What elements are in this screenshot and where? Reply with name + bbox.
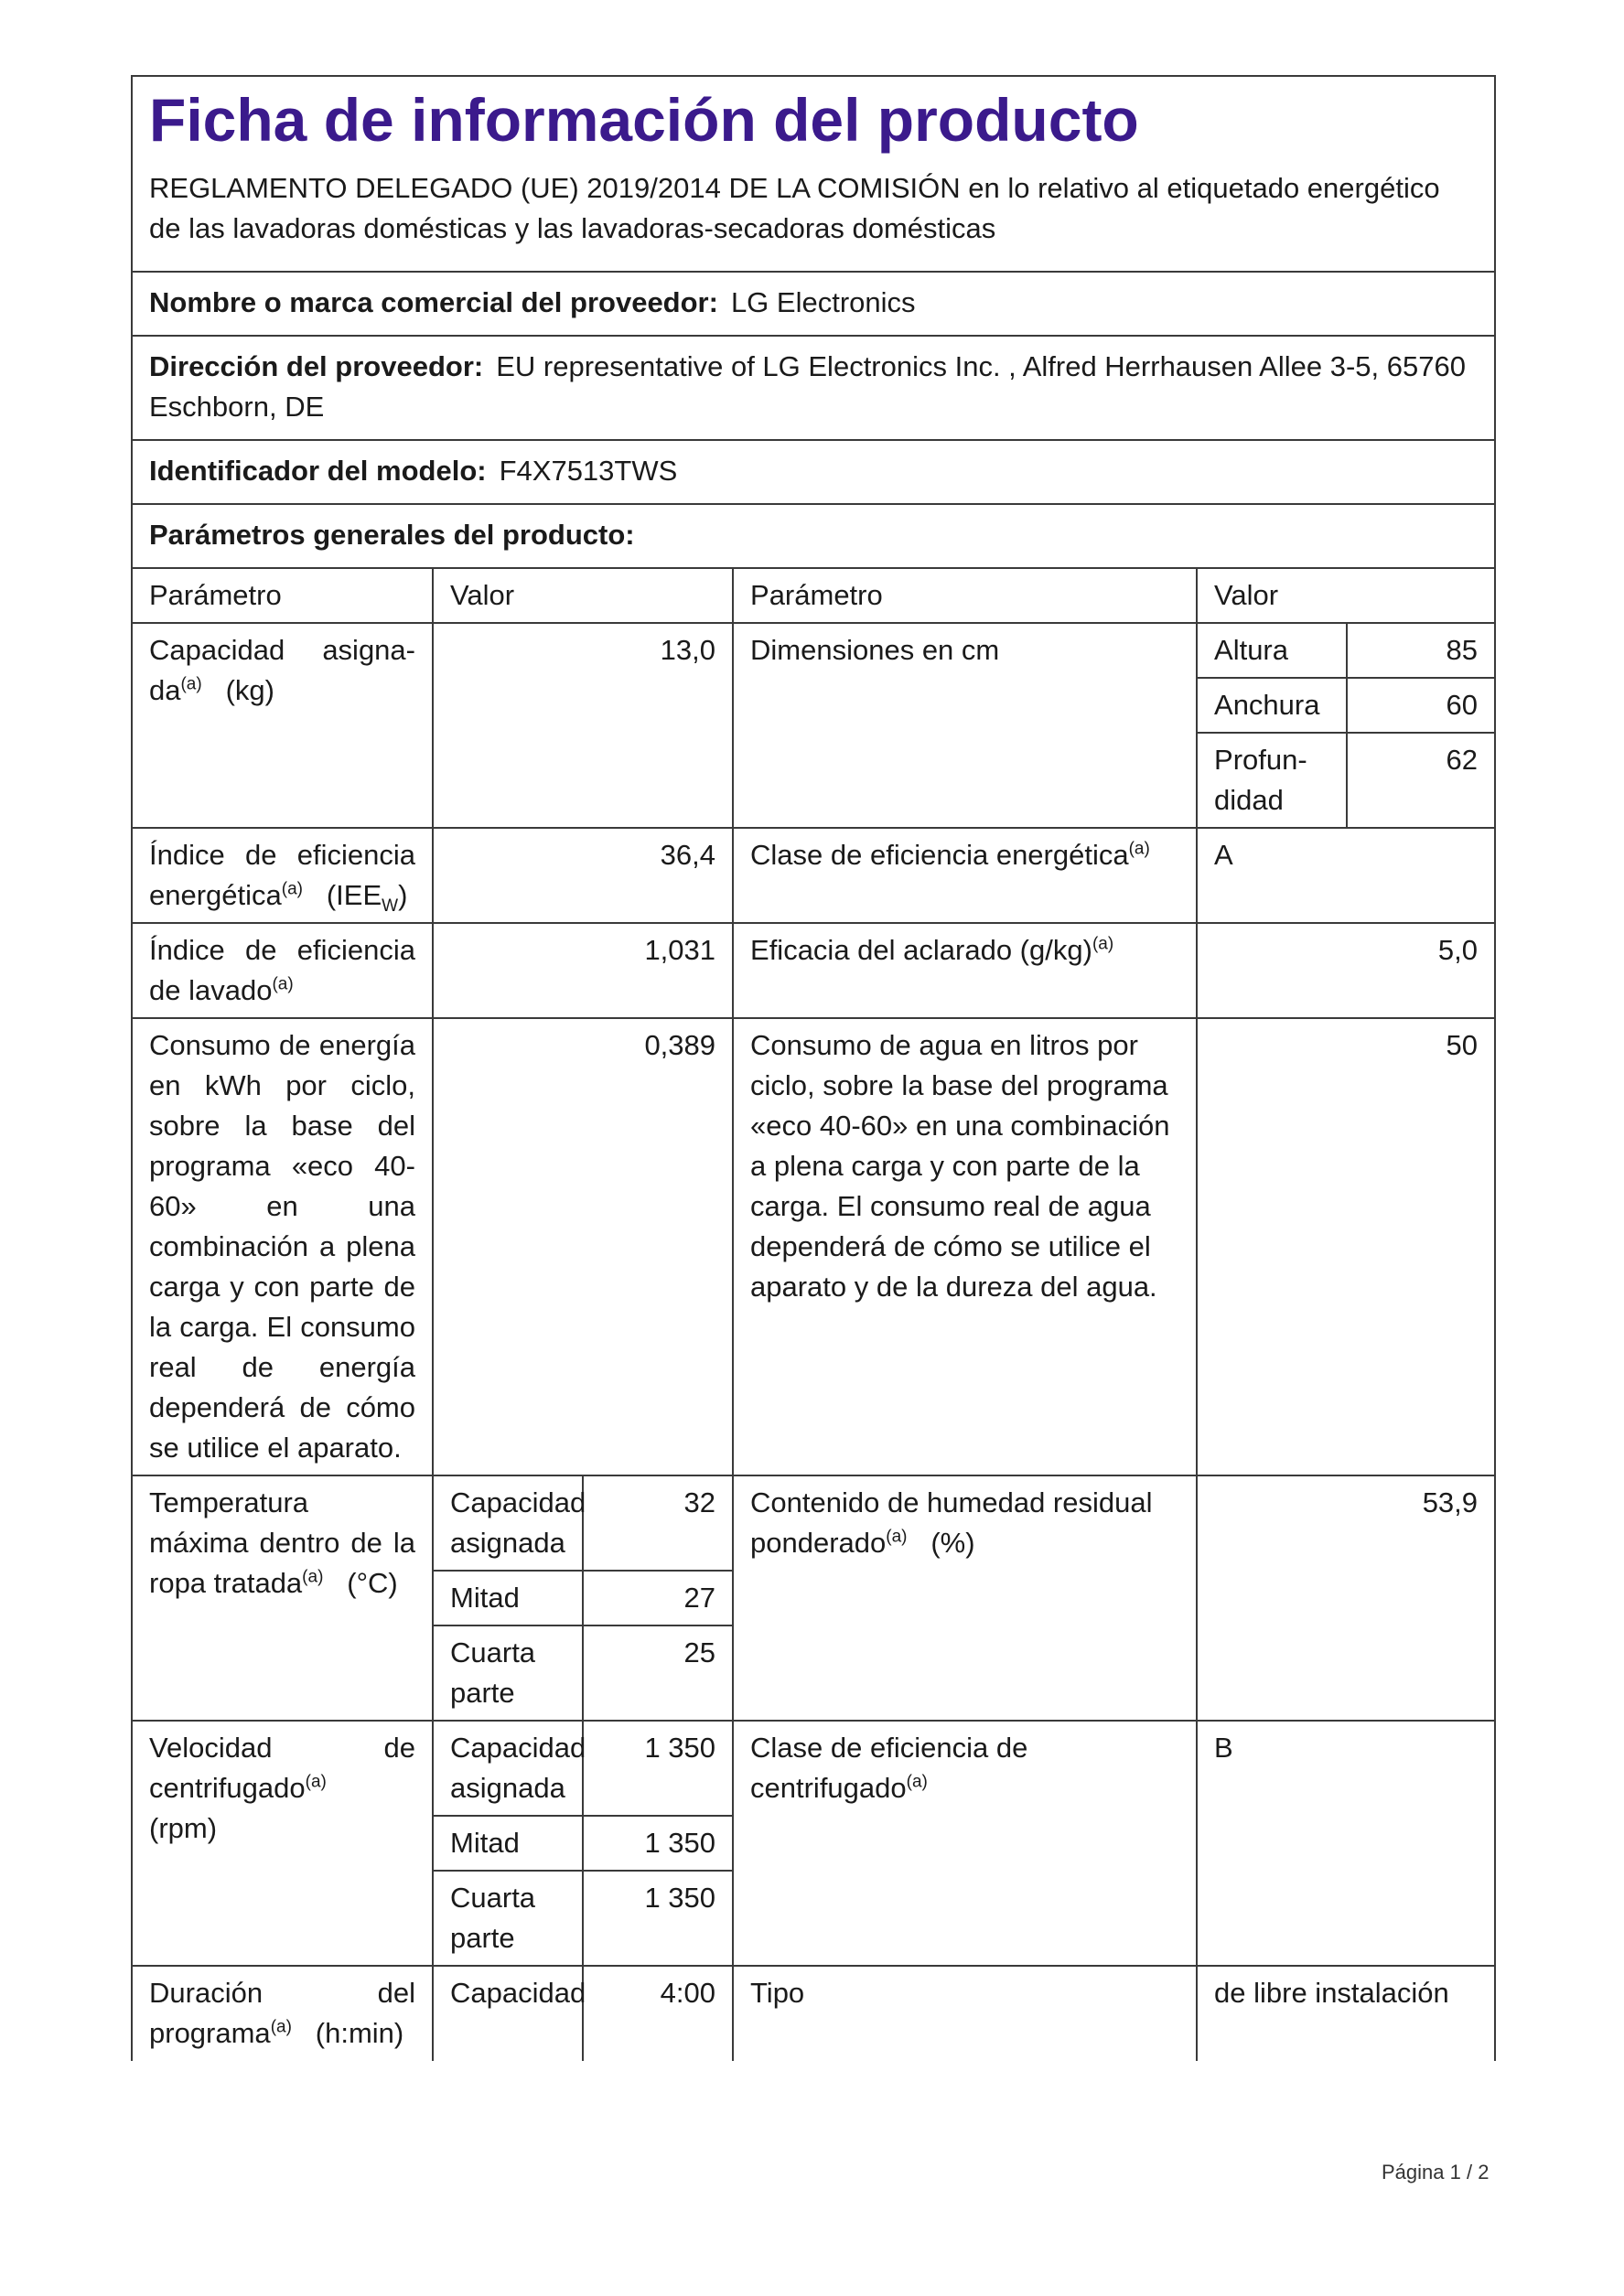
spin-speed-full-value: 1 350 — [583, 1721, 733, 1816]
table-row — [133, 1966, 1494, 2060]
header-value-1: Valor — [433, 569, 733, 623]
supplier-value: LG Electronics — [730, 285, 916, 318]
wash-index-label-cell: Índice de eficiencia de lavado$^{(a)}$ — [133, 923, 433, 1018]
address-label: Dirección del proveedor: — [149, 349, 484, 382]
address-value: EU representative of LG Electronics Inc. , Alfred Herrhausen Allee 3-5, 65760 Eschborn, DE — [149, 349, 1466, 423]
model-label: Identificador del modelo: — [149, 454, 487, 487]
header-parameter-1: Parámetro — [133, 569, 433, 623]
duration-full-value: 4:00 — [583, 1966, 733, 2060]
max-temp-half-label: Mitad — [433, 1571, 583, 1625]
water-consumption-label: Consumo de agua en litros por ciclo, sobre la base del programa «eco 40-60» en una combinación a plena carga y con parte de la carga. El consumo real de agua dependerá de cómo se utilice el aparato y de la dureza del agua. — [733, 1018, 1197, 1475]
energy-consumption-label: Consumo de energía en kWh por ciclo, sobre la base del programa «eco 40-60» en una combinación a plena carga y con parte de la carga. El consumo real de energía dependerá de cómo se utilice el aparato. — [133, 1018, 433, 1475]
header-parameter-2: Parámetro — [733, 569, 1197, 623]
page-title: Ficha de información del producto — [149, 86, 1139, 154]
max-temp-full-label: Capacidad asignada — [433, 1475, 583, 1571]
model-value: F4X7513TWS — [499, 454, 678, 487]
eei-label-cell: Índice de eficiencia energética$^{(a)}$ $(IEE_W)$ — [133, 828, 433, 923]
dimensions-label: Dimensiones en cm — [733, 623, 1197, 828]
moisture-value: 53,9 — [1197, 1475, 1494, 1721]
spin-class-value: B — [1197, 1721, 1494, 1966]
eei-value: 36,4 — [433, 828, 733, 923]
capacity-value: 13,0 — [433, 623, 733, 828]
max-temp-half-value: 27 — [583, 1571, 733, 1625]
spin-speed-label-cell: Velocidad de centrifugado$^{(a)}$ (rpm) — [133, 1721, 433, 1966]
table-row — [133, 1475, 1494, 1571]
rinse-value: 5,0 — [1197, 923, 1494, 1018]
general-params-row — [133, 505, 1494, 569]
moisture-label-cell: Contenido de humedad residual ponderado$^{(a)}$ (%) — [733, 1475, 1197, 1721]
general-params-label: Parámetros generales del producto: — [149, 518, 635, 551]
rinse-label-cell: Eficacia del aclarado $(g/kg)^{(a)}$ — [733, 923, 1197, 1018]
regulation-text: REGLAMENTO DELEGADO (UE) 2019/2014 DE LA COMISIÓN en lo relativo al etiquetado energético de las lavadoras domésticas y las lavadoras-secadoras domésticas — [149, 171, 1440, 244]
max-temp-full-value: 32 — [583, 1475, 733, 1571]
table-row — [133, 1018, 1494, 1475]
capacity-label-cell: Capacidad asigna-$da^{(a)}$ (kg) — [133, 623, 433, 828]
page-number: Página 1 / 2 — [1382, 2161, 1490, 2183]
spin-class-label-cell: Clase de eficiencia de centrifugado$^{(a)}$ — [733, 1721, 1197, 1966]
product-info-sheet — [131, 75, 1496, 2061]
table-row — [133, 623, 1494, 678]
table-row — [133, 828, 1494, 923]
title-block — [133, 77, 1494, 273]
table-header-row — [133, 569, 1494, 623]
height-label: Altura — [1197, 623, 1347, 678]
type-value: de libre instalación — [1197, 1966, 1494, 2060]
spin-speed-quarter-value: 1 350 — [583, 1871, 733, 1966]
spin-speed-quarter-label: Cuarta parte — [433, 1871, 583, 1966]
table-row — [133, 1721, 1494, 1816]
supplier-row — [133, 273, 1494, 337]
height-value: 85 — [1347, 623, 1494, 678]
address-row — [133, 337, 1494, 441]
table-row — [133, 923, 1494, 1018]
type-label: Tipo — [733, 1966, 1197, 2060]
energy-class-value: A — [1197, 828, 1494, 923]
parameters-table — [133, 569, 1494, 2061]
max-temp-label-cell: Temperatura máxima dentro de la ropa tratada$^{(a)}$ (°C) — [133, 1475, 433, 1721]
energy-consumption-value: 0,389 — [433, 1018, 733, 1475]
spin-speed-half-label: Mitad — [433, 1816, 583, 1871]
energy-class-label-cell: Clase de eficiencia energética$^{(a)}$ — [733, 828, 1197, 923]
max-temp-quarter-value: 25 — [583, 1625, 733, 1721]
duration-label-cell: Duración del programa$^{(a)}$ (h:min) — [133, 1966, 433, 2060]
max-temp-quarter-label: Cuarta parte — [433, 1625, 583, 1721]
width-value: 60 — [1347, 678, 1494, 733]
wash-index-value: 1,031 — [433, 923, 733, 1018]
water-consumption-value: 50 — [1197, 1018, 1494, 1475]
spin-speed-half-value: 1 350 — [583, 1816, 733, 1871]
depth-value: 62 — [1347, 733, 1494, 828]
depth-label: Profun-didad — [1197, 733, 1347, 828]
supplier-label: Nombre o marca comercial del proveedor: — [149, 285, 718, 318]
spin-speed-full-label: Capacidad asignada — [433, 1721, 583, 1816]
model-row — [133, 441, 1494, 505]
width-label: Anchura — [1197, 678, 1347, 733]
header-value-2: Valor — [1197, 569, 1494, 623]
duration-full-label: Capacidad — [433, 1966, 583, 2060]
